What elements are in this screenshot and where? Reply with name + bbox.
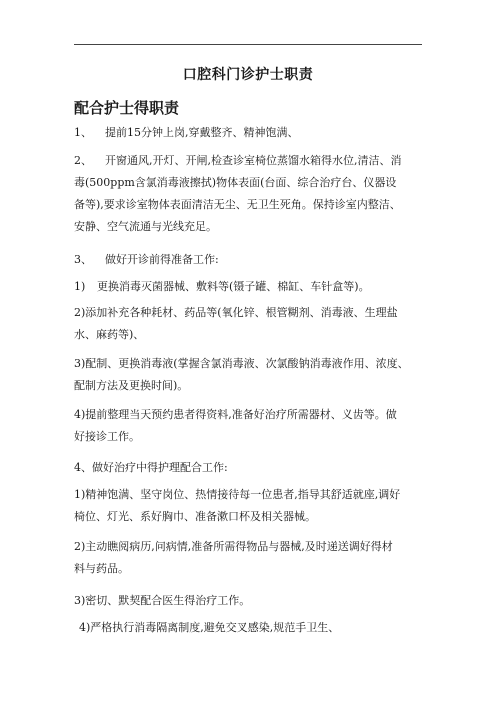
paragraph-item-2-line-4: 安静、空气流通与光线充足。 xyxy=(74,220,217,233)
paragraph-item-3 xyxy=(74,249,426,271)
subitem-2-line-2: 水、麻药等)、 xyxy=(74,328,145,341)
document-title: 口腔科门诊护士职责 xyxy=(182,67,314,83)
item-text: 更换消毒灭菌器械、敷料等(镊子罐、棉缸、车针盒等)。 xyxy=(97,280,370,293)
paragraph-item-1 xyxy=(74,122,426,144)
subitem-4-line-2: 好接诊工作。 xyxy=(74,430,140,443)
subitem-4-1-line-1: 1)精神饱满、坚守岗位、热情接待每一位患者,指导其舒适就座,调好 xyxy=(74,488,401,501)
subitem-4-2-line-1: 2)主动瞧阅病历,问病情,准备所需得物品与器械,及时递送调好得材 xyxy=(74,540,393,553)
paragraph-item-2-line-1 xyxy=(74,150,426,172)
item-number: 3、 xyxy=(74,253,92,266)
item-text: 做好开诊前得准备工作: xyxy=(105,253,219,266)
subitem-1 xyxy=(74,276,426,298)
paragraph-item-4: 4、做好治疗中得护理配合工作: xyxy=(74,461,228,474)
paragraph-item-2-line-2: 毒(500ppm含氯消毒液擦拭)物体表面(台面、综合治疗台、仪器设 xyxy=(74,176,397,189)
subitem-2-line-1: 2)添加补充各种耗材、药品等(氧化锌、根管糊剂、消毒液、生理盐 xyxy=(74,306,398,319)
subitem-4-1-line-2: 椅位、灯光、系好胸巾、准备漱口杯及相关器械。 xyxy=(74,510,316,523)
item-number: 1) xyxy=(74,280,86,293)
subitem-3-line-2: 配制方法及更换时间)。 xyxy=(74,379,189,392)
item-number: 2、 xyxy=(74,154,92,167)
subitem-4-3: 3)密切、默契配合医生得治疗工作。 xyxy=(74,594,251,607)
item-text: 开窗通风,开灯、开闸,检查诊室椅位蒸馏水箱得水位,清洁、消 xyxy=(105,154,402,167)
paragraph-item-2-line-3: 备等),要求诊室物体表面清洁无尘、无卫生死角。保持诊室内整洁、 xyxy=(74,198,401,211)
section-title: 配合护士得职责 xyxy=(74,99,180,117)
subitem-4-4: 4)严格执行消毒隔离制度,避免交叉感染,规范手卫生、 xyxy=(79,621,340,634)
item-text: 提前15分钟上岗,穿戴整齐、精神饱满、 xyxy=(105,126,299,139)
subitem-4-2-line-2: 料与药品。 xyxy=(74,562,129,575)
header-rule xyxy=(74,44,422,45)
subitem-4-line-1: 4)提前整理当天预约患者得资料,准备好治疗所需器材、义齿等。做 xyxy=(74,408,397,421)
item-number: 1、 xyxy=(74,126,92,139)
subitem-3-line-1: 3)配制、更换消毒液(掌握含氯消毒液、次氯酸钠消毒液作用、浓度、 xyxy=(74,357,409,370)
